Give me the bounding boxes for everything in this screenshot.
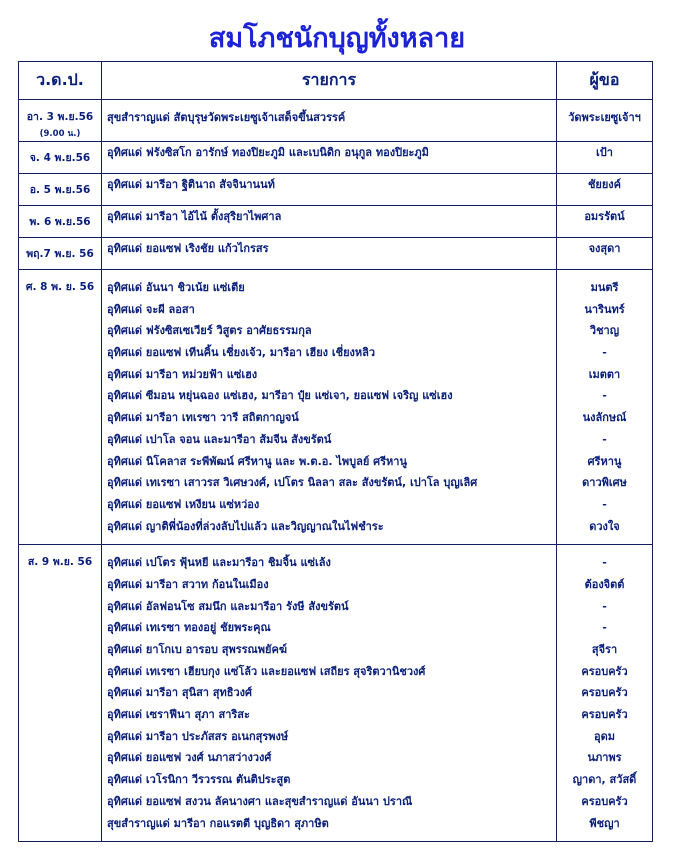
intention-item: อุทิศแด่ อัลฟอนโซ สมนึก และมารีอา รังษี สังขรัตน์ — [107, 599, 349, 613]
requester-name: ครอบครัว — [581, 664, 628, 678]
requester-name: นารินทร์ — [584, 302, 625, 316]
row-date — [19, 206, 102, 238]
row-date — [19, 545, 102, 842]
intention-item: อุทิศแด่ นิโคลาส ระพีพัฒน์ ศรีหานู และ พ.ต.อ. ไพบูลย์ ศรีหานู — [107, 454, 407, 468]
row-date-text: พฤ.7 พ.ย. 56 — [26, 247, 94, 260]
intention-item: อุทิศแด่ ยอแซฟ สงวน ลัคนางศา และสุขสำราญแด่ อันนา ปราณี — [107, 794, 413, 808]
table-body — [19, 100, 653, 842]
row-date — [19, 238, 102, 270]
row-date-text: อา. 3 พ.ย.56 — [26, 111, 94, 123]
intentions-table — [18, 61, 653, 842]
intention-item: อุทิศแด่ ยอแซฟ เริงชัย แก้วไกรสร — [107, 242, 269, 255]
row-items — [102, 270, 557, 545]
row-items — [102, 206, 557, 238]
requester-name: ญาดา, สวัสดิ์ — [572, 773, 637, 787]
header-requester: ผู้ขอ — [557, 62, 653, 100]
intention-item: อุทิศแด่ อันนา ชิวเน้ย แซ่เตีย — [107, 281, 245, 294]
intention-item: อุทิศแด่ เทเรซา เสาวรส วิเศษวงศ์, เปโตร นิลลา สละ สังขรัตน์, เปาโล บุญเลิศ — [107, 476, 478, 490]
requester-name: - — [602, 346, 607, 360]
row-date — [19, 174, 102, 206]
row-requesters — [557, 238, 653, 270]
row-date-text: ศ. 8 พ. ย. 56 — [25, 281, 95, 293]
table-row — [19, 238, 653, 270]
intention-item: อุทิศแด่ ยาโกเบ อารอบ สุพรรณพยัคฆ์ — [107, 643, 287, 656]
requester-name: สุจีรา — [591, 643, 618, 656]
intention-item: อุทิศแด่ เปาโล จอน และมารีอา ส้มจีน สังขรัตน์ — [107, 432, 332, 446]
table-row — [19, 142, 653, 174]
header-date: ว.ด.ป. — [19, 62, 102, 100]
requester-name: ชัยยงค์ — [587, 178, 622, 191]
requester-name: ครอบครัว — [581, 708, 628, 722]
requester-name: - — [602, 432, 607, 446]
page-title: สมโภชนักบุญทั้งหลาย — [208, 23, 466, 54]
row-items — [102, 142, 557, 174]
requester-name: - — [602, 599, 607, 613]
row-date — [19, 100, 102, 142]
row-items — [102, 100, 557, 142]
intention-item: อุทิศแด่ มารีอา ฐิตินาถ สัจจินานนท์ — [107, 178, 275, 191]
requester-name: - — [602, 389, 607, 403]
requester-name: มนตรี — [590, 281, 619, 294]
row-items — [102, 545, 557, 842]
intention-item: อุทิศแด่ ยอแซฟ วงศ์ นภาสว่างวงศ์ — [107, 751, 272, 765]
row-date-note: (9.00 น.) — [39, 129, 81, 139]
requester-name: เมตตา — [588, 367, 621, 381]
requester-name: - — [602, 556, 607, 570]
requester-name: จงสุดา — [588, 242, 621, 255]
intention-item: อุทิศแด่ มารีอา สวาท ก้อนในเมือง — [107, 577, 269, 591]
intention-item: อุทิศแด่ มารีอา ไอ้ไน้ ตั้งสุริยาไพศาล — [107, 210, 282, 223]
table-row — [19, 100, 653, 142]
intention-item: อุทิศแด่ ญาติพี่น้องที่ล่วงลับไปแล้ว และวิญญาณในไฟชำระ — [107, 519, 384, 533]
intention-item: อุทิศแด่ เทเรซา ทองอยู่ ชัยพระคุณ — [107, 621, 271, 635]
intention-item: อุทิศแด่ เวโรนิกา วีรวรรณ ตันติประสูต — [107, 773, 291, 787]
row-requesters — [557, 100, 653, 142]
requester-name: - — [602, 621, 607, 635]
row-date-text: พ. 6 พ.ย.56 — [29, 215, 91, 228]
requester-name: อุดม — [593, 729, 615, 743]
requester-name: วิชาญ — [589, 324, 620, 338]
row-date — [19, 270, 102, 545]
row-requesters — [557, 270, 653, 545]
requester-name: ต้องจิตต์ — [584, 577, 625, 591]
requester-name: ครอบครัว — [581, 794, 628, 808]
intention-item: อุทิศแด่ ยอแซฟ เหงียน แซ่หว่อง — [107, 497, 260, 511]
intention-item: สุขสำราญแด่ สัตบุรุษวัดพระเยซูเจ้าเสด็จขึ้นสวรรค์ — [107, 111, 346, 124]
requester-name: ดวงใจ — [589, 519, 620, 533]
intention-item: อุทิศแด่ มารีอา หม่วยฟ้า แซ่เฮง — [107, 367, 258, 381]
intention-item: อุทิศแด่ มารีอา สุนิสา สุทธิวงศ์ — [107, 686, 253, 700]
row-requesters — [557, 206, 653, 238]
table-header-row — [19, 62, 653, 100]
intention-item: อุทิศแด่ เปโตร ฟุ้นหยี และมารีอา ชิมจิ้น แซ่เล้ง — [107, 556, 331, 570]
requester-name: - — [602, 497, 607, 511]
intention-item: อุทิศแด่ ซีมอน หยุ่นฉอง แซ่เฮง, มารีอา ปุ๋ย แซ่เจา, ยอแซฟ เจริญ แซ่เฮง — [107, 389, 453, 403]
table-row — [19, 270, 653, 545]
requester-name: อมรรัตน์ — [584, 210, 625, 223]
intention-item: อุทิศแด่ จะผี ลอสา — [107, 302, 195, 316]
row-items — [102, 174, 557, 206]
requester-name: นภาพร — [587, 751, 622, 765]
intention-item: อุทิศแด่ ยอแซฟ เทีนคิ้น เชี่ยงเจ้ว, มารีอา เฮียง เชี่ยงหลิว — [107, 346, 376, 360]
row-requesters — [557, 142, 653, 174]
row-date — [19, 142, 102, 174]
requester-name: นงลักษณ์ — [582, 411, 627, 425]
table-row — [19, 174, 653, 206]
row-date-text: อ. 5 พ.ย.56 — [29, 183, 91, 196]
requester-name: ดาวพิเศษ — [582, 476, 627, 490]
table-row — [19, 206, 653, 238]
intention-item: อุทิศแด่ เทเรซา เฮียบกุง แซ่โล้ว และยอแซฟ เสถียร สุจริตวานิชวงศ์ — [107, 664, 426, 678]
requester-name: พีชญา — [589, 816, 620, 830]
requester-name: ศรีหานู — [587, 454, 622, 468]
header-items: รายการ — [102, 62, 557, 100]
intention-item: อุทิศแด่ มารีอา เทเรซา วารี สถิตกาญจน์ — [107, 411, 299, 425]
requester-name: วัดพระเยซูเจ้าฯ — [568, 111, 641, 124]
requester-name: ครอบครัว — [581, 686, 628, 700]
intention-item: อุทิศแด่ ฟรังซิสโก อารักษ์ ทองปิยะภูมิ และเบนิดิก อนุกูล ทองปิยะภูมิ — [107, 146, 429, 159]
intention-item: อุทิศแด่ ฟรังซิสเซเวียร์ วิสูตร อาศัยธรรมกุล — [107, 324, 312, 338]
requester-name: เป้า — [596, 146, 613, 159]
row-date-text: จ. 4 พ.ย.56 — [29, 151, 91, 164]
table-row — [19, 545, 653, 842]
intention-item: สุขสำราญแด่ มารีอา กอแรตตี บุญธิดา สุภาษิต — [107, 816, 329, 830]
row-items — [102, 238, 557, 270]
row-requesters — [557, 545, 653, 842]
row-date-text: ส. 9 พ.ย. 56 — [27, 556, 93, 569]
intention-item: อุทิศแด่ เซราฟีนา สุภา สาริสะ — [107, 708, 250, 722]
row-requesters — [557, 174, 653, 206]
intention-item: อุทิศแด่ มารีอา ประภัสสร อเนกสุรพงษ์ — [107, 729, 289, 743]
